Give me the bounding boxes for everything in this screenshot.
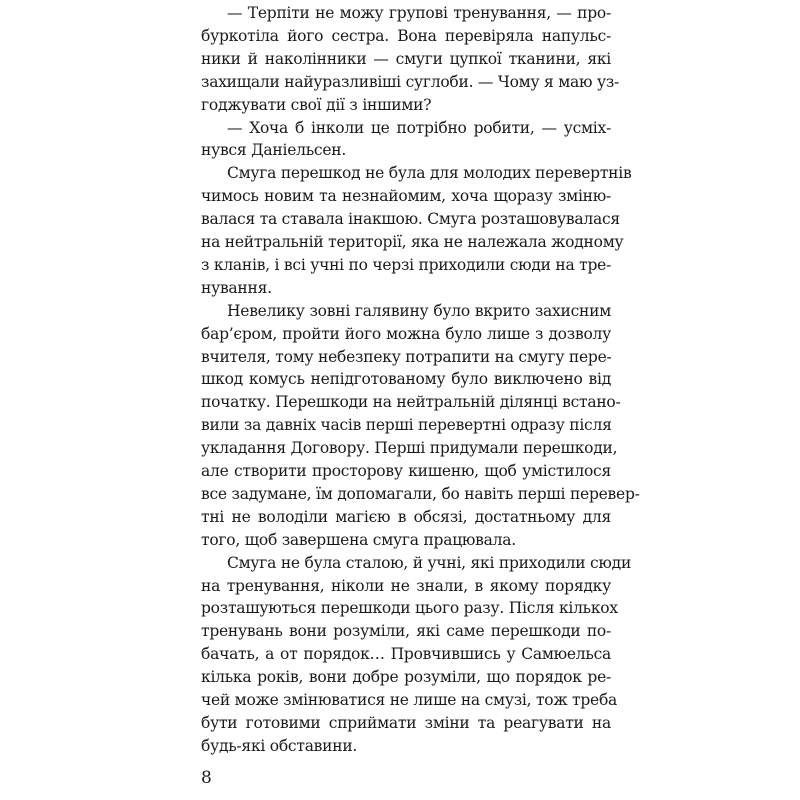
text-line: ники й наколінники — смуги цупкої тканини, які: [201, 49, 611, 68]
text-line: Смуга не була сталою, й учні, які приходили сюди: [227, 553, 632, 572]
text-line: тні не володіли магією в обсязі, достатньому для: [201, 507, 611, 526]
text-line: чимось новим та незнайомим, хоча щоразу зміню-: [201, 187, 611, 206]
text-line: валася та ставала інакшою. Смуга розташовувалася: [201, 210, 620, 229]
text-line: чей може змінюватися не лише на смузі, тож треба: [201, 691, 618, 709]
text-line: Невелику зовні галявину було вкрито захисним: [227, 301, 611, 320]
text-line: нувся Даніельсен.: [201, 141, 347, 160]
text-line: все задумане, їм допомагали, бо навіть перші перевер-: [201, 484, 640, 503]
text-line: кілька років, вони добре розуміли, що порядок ре-: [201, 668, 611, 687]
text-line: тренувань вони розуміли, які саме перешкоди по-: [201, 622, 611, 641]
text-line: бар’єром, пройти його можна було лише з дозволу: [201, 324, 611, 343]
page-number: 8: [201, 768, 212, 788]
text-line: але створити просторову кишеню, щоб умістилося: [201, 462, 611, 480]
text-line: буркотіла його сестра. Вона перевіряла напульс-: [201, 26, 611, 45]
text-line: — Терпіти не можу групові тренування, — про-: [227, 4, 611, 22]
text-line: захищали найуразливіші суглоби. — Чому я маю уз-: [201, 72, 620, 91]
text-line: бачать, а от порядок… Провчившись у Самюельса: [201, 645, 611, 664]
text-line: вили за давніх часів перші перевертні одразу після: [201, 416, 612, 435]
text-line: Смуга перешкод не була для молодих перевертнів: [227, 164, 632, 183]
text-line: нування.: [201, 278, 272, 297]
text-line: годжувати свої дії з іншими?: [201, 95, 432, 114]
text-line: укладання Договору. Перші придумали перешкоди,: [201, 439, 618, 458]
text-line: початку. Перешкоди на нейтральній ділянці встано-: [201, 393, 621, 412]
text-line: на нейтральній території, яка не належала жодному: [201, 233, 624, 251]
text-line: шкод комусь непідготованому було виключено від: [201, 370, 611, 389]
text-line: вчителя, тому небезпеку потрапити на смугу пере-: [201, 347, 612, 366]
text-line: — Хоча б інколи це потрібно робити, — усміх-: [227, 118, 611, 137]
text-line: з кланів, і всі учні по черзі приходили сюди на тре-: [201, 255, 612, 274]
text-line: розташуються перешкоди цього разу. Після кількох: [201, 599, 618, 618]
text-line: того, щоб завершена смуга працювала.: [201, 530, 516, 549]
text-line: будь-які обставини.: [201, 736, 358, 755]
text-line: бути готовими сприймати зміни та реагувати на: [201, 713, 611, 732]
text-line: на тренування, ніколи не знали, в якому порядку: [201, 576, 611, 595]
